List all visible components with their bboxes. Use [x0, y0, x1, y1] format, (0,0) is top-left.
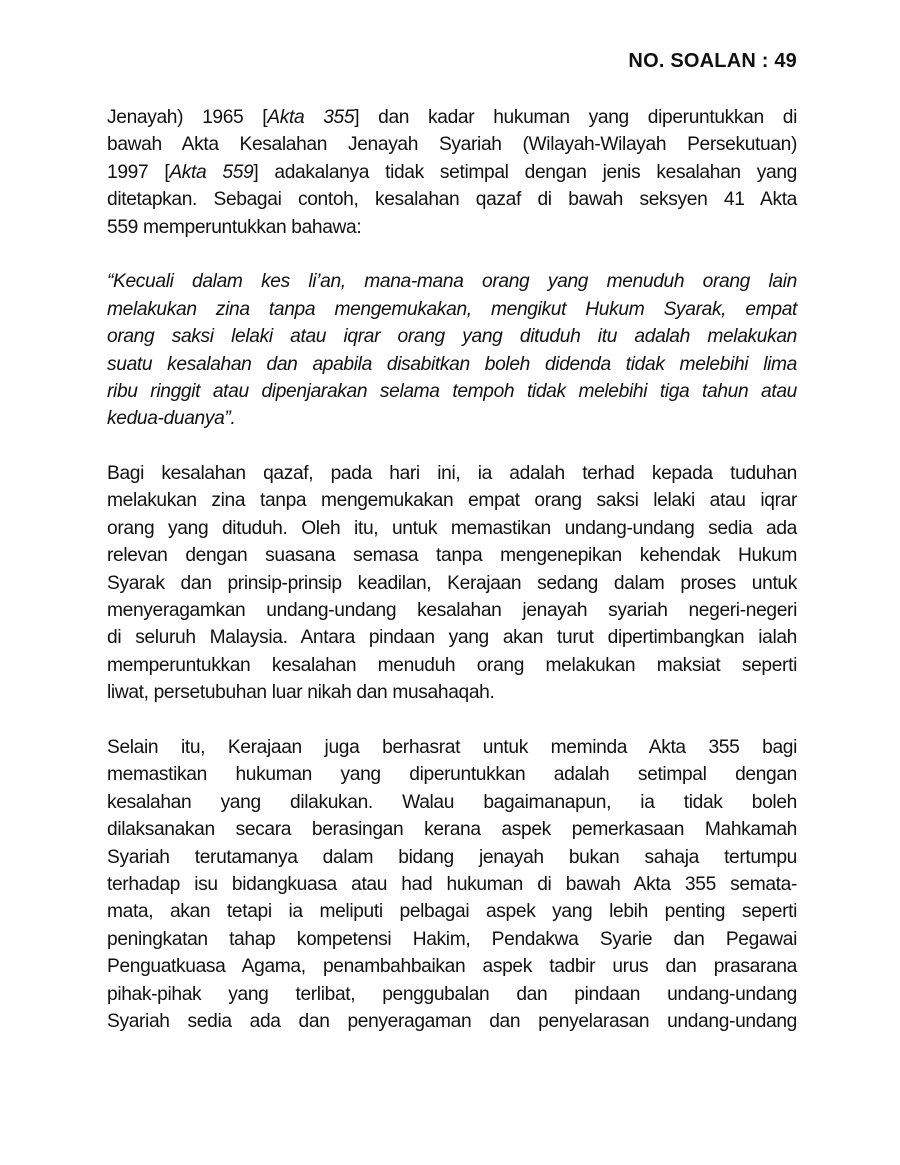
text-segment: mata, akan tetapi ia meliputi pelbagai aspek yang lebih penting seperti [107, 901, 797, 923]
text-line [107, 652, 797, 679]
body-paragraph [107, 460, 797, 707]
text-segment: liwat, persetubuhan luar nikah dan musahaqah. [107, 682, 495, 704]
body-paragraph [107, 734, 797, 1035]
text-segment: orang yang dituduh. Oleh itu, untuk memastikan undang-undang sedia ada [107, 517, 797, 539]
text-segment: relevan dengan suasana semasa tanpa mengenepikan kehendak Hukum [107, 545, 797, 567]
text-line [107, 186, 797, 213]
text-segment: ] adakalanya tidak setimpal dengan jenis kesalahan yang [253, 161, 797, 183]
text-line [107, 268, 797, 295]
text-segment: terhadap isu bidangkuasa atau had hukuman di bawah Akta 355 semata- [107, 873, 797, 895]
text-line [107, 926, 797, 953]
text-segment: Syariah sedia ada dan penyeragaman dan penyelarasan undang-undang [107, 1010, 797, 1032]
text-segment: Syarak dan prinsip-prinsip keadilan, Kerajaan sedang dalam proses untuk [107, 572, 797, 594]
text-line [107, 816, 797, 843]
text-line [107, 597, 797, 624]
italic-act-reference: Akta 559 [169, 161, 254, 183]
text-segment: memperuntukkan kesalahan menuduh orang melakukan maksiat seperti [107, 654, 797, 676]
text-line [107, 323, 797, 350]
text-line [107, 844, 797, 871]
text-segment: kesalahan yang dilakukan. Walau bagaimanapun, ia tidak boleh [107, 791, 797, 813]
text-segment: melakukan zina tanpa mengemukakan, mengikut Hukum Syarak, empat [107, 298, 797, 320]
text-segment: orang saksi lelaki atau iqrar orang yang dituduh itu adalah melakukan [107, 326, 797, 348]
quoted-statute-paragraph [107, 268, 797, 432]
text-line [107, 624, 797, 651]
text-line [107, 898, 797, 925]
text-line [107, 515, 797, 542]
italic-act-reference: Akta 355 [267, 107, 355, 128]
text-line [107, 981, 797, 1008]
text-line [107, 871, 797, 898]
text-segment: “Kecuali dalam kes li’an, mana-mana orang yang menuduh orang lain [107, 271, 797, 293]
text-line [107, 296, 797, 323]
text-line [107, 378, 797, 405]
text-line [107, 131, 797, 158]
text-line [107, 487, 797, 514]
question-number-header: NO. SOALAN : 49 [628, 50, 797, 72]
text-line [107, 734, 797, 761]
text-line [107, 789, 797, 816]
text-segment: menyeragamkan undang-undang kesalahan jenayah syariah negeri-negeri [107, 600, 797, 622]
text-segment: ditetapkan. Sebagai contoh, kesalahan qazaf di bawah seksyen 41 Akta [107, 189, 797, 211]
text-line [107, 159, 797, 186]
text-segment: dilaksanakan secara berasingan kerana aspek pemerkasaan Mahkamah [107, 819, 797, 841]
text-segment: Syariah terutamanya dalam bidang jenayah bukan sahaja tertumpu [107, 846, 797, 868]
text-line [107, 570, 797, 597]
text-segment: 1997 [ [107, 161, 170, 183]
text-line [107, 542, 797, 569]
text-segment: suatu kesalahan dan apabila disabitkan boleh didenda tidak melebihi lima [107, 353, 797, 375]
text-line [107, 214, 797, 241]
text-segment: ] dan kadar hukuman yang diperuntukkan di [354, 107, 797, 128]
text-segment: melakukan zina tanpa mengemukakan empat orang saksi lelaki atau iqrar [107, 490, 797, 512]
body-paragraph [107, 104, 797, 241]
text-segment: 559 memperuntukkan bahawa: [107, 216, 362, 238]
text-segment: Penguatkuasa Agama, penambahbaikan aspek tadbir urus dan prasarana [107, 956, 797, 978]
text-segment: pihak-pihak yang terlibat, penggubalan dan pindaan undang-undang [107, 983, 797, 1005]
text-line [107, 351, 797, 378]
text-segment: peningkatan tahap kompetensi Hakim, Pendakwa Syarie dan Pegawai [107, 928, 797, 950]
text-segment: Selain itu, Kerajaan juga berhasrat untuk meminda Akta 355 bagi [107, 736, 797, 758]
text-line [107, 953, 797, 980]
text-segment: kedua-duanya”. [107, 408, 236, 430]
text-line [107, 405, 797, 432]
document-body [107, 104, 797, 1035]
text-segment: di seluruh Malaysia. Antara pindaan yang akan turut dipertimbangkan ialah [107, 627, 797, 649]
text-segment: memastikan hukuman yang diperuntukkan adalah setimpal dengan [107, 764, 797, 786]
text-segment: bawah Akta Kesalahan Jenayah Syariah (Wilayah-Wilayah Persekutuan) [107, 134, 797, 156]
text-segment: ribu ringgit atau dipenjarakan selama tempoh tidak melebihi tiga tahun atau [107, 380, 797, 402]
text-line [107, 104, 797, 131]
text-line [107, 460, 797, 487]
text-line [107, 1008, 797, 1035]
text-line [107, 679, 797, 706]
text-segment: Jenayah) 1965 [ [107, 107, 268, 128]
text-segment: Bagi kesalahan qazaf, pada hari ini, ia adalah terhad kepada tuduhan [107, 463, 797, 485]
text-line [107, 761, 797, 788]
